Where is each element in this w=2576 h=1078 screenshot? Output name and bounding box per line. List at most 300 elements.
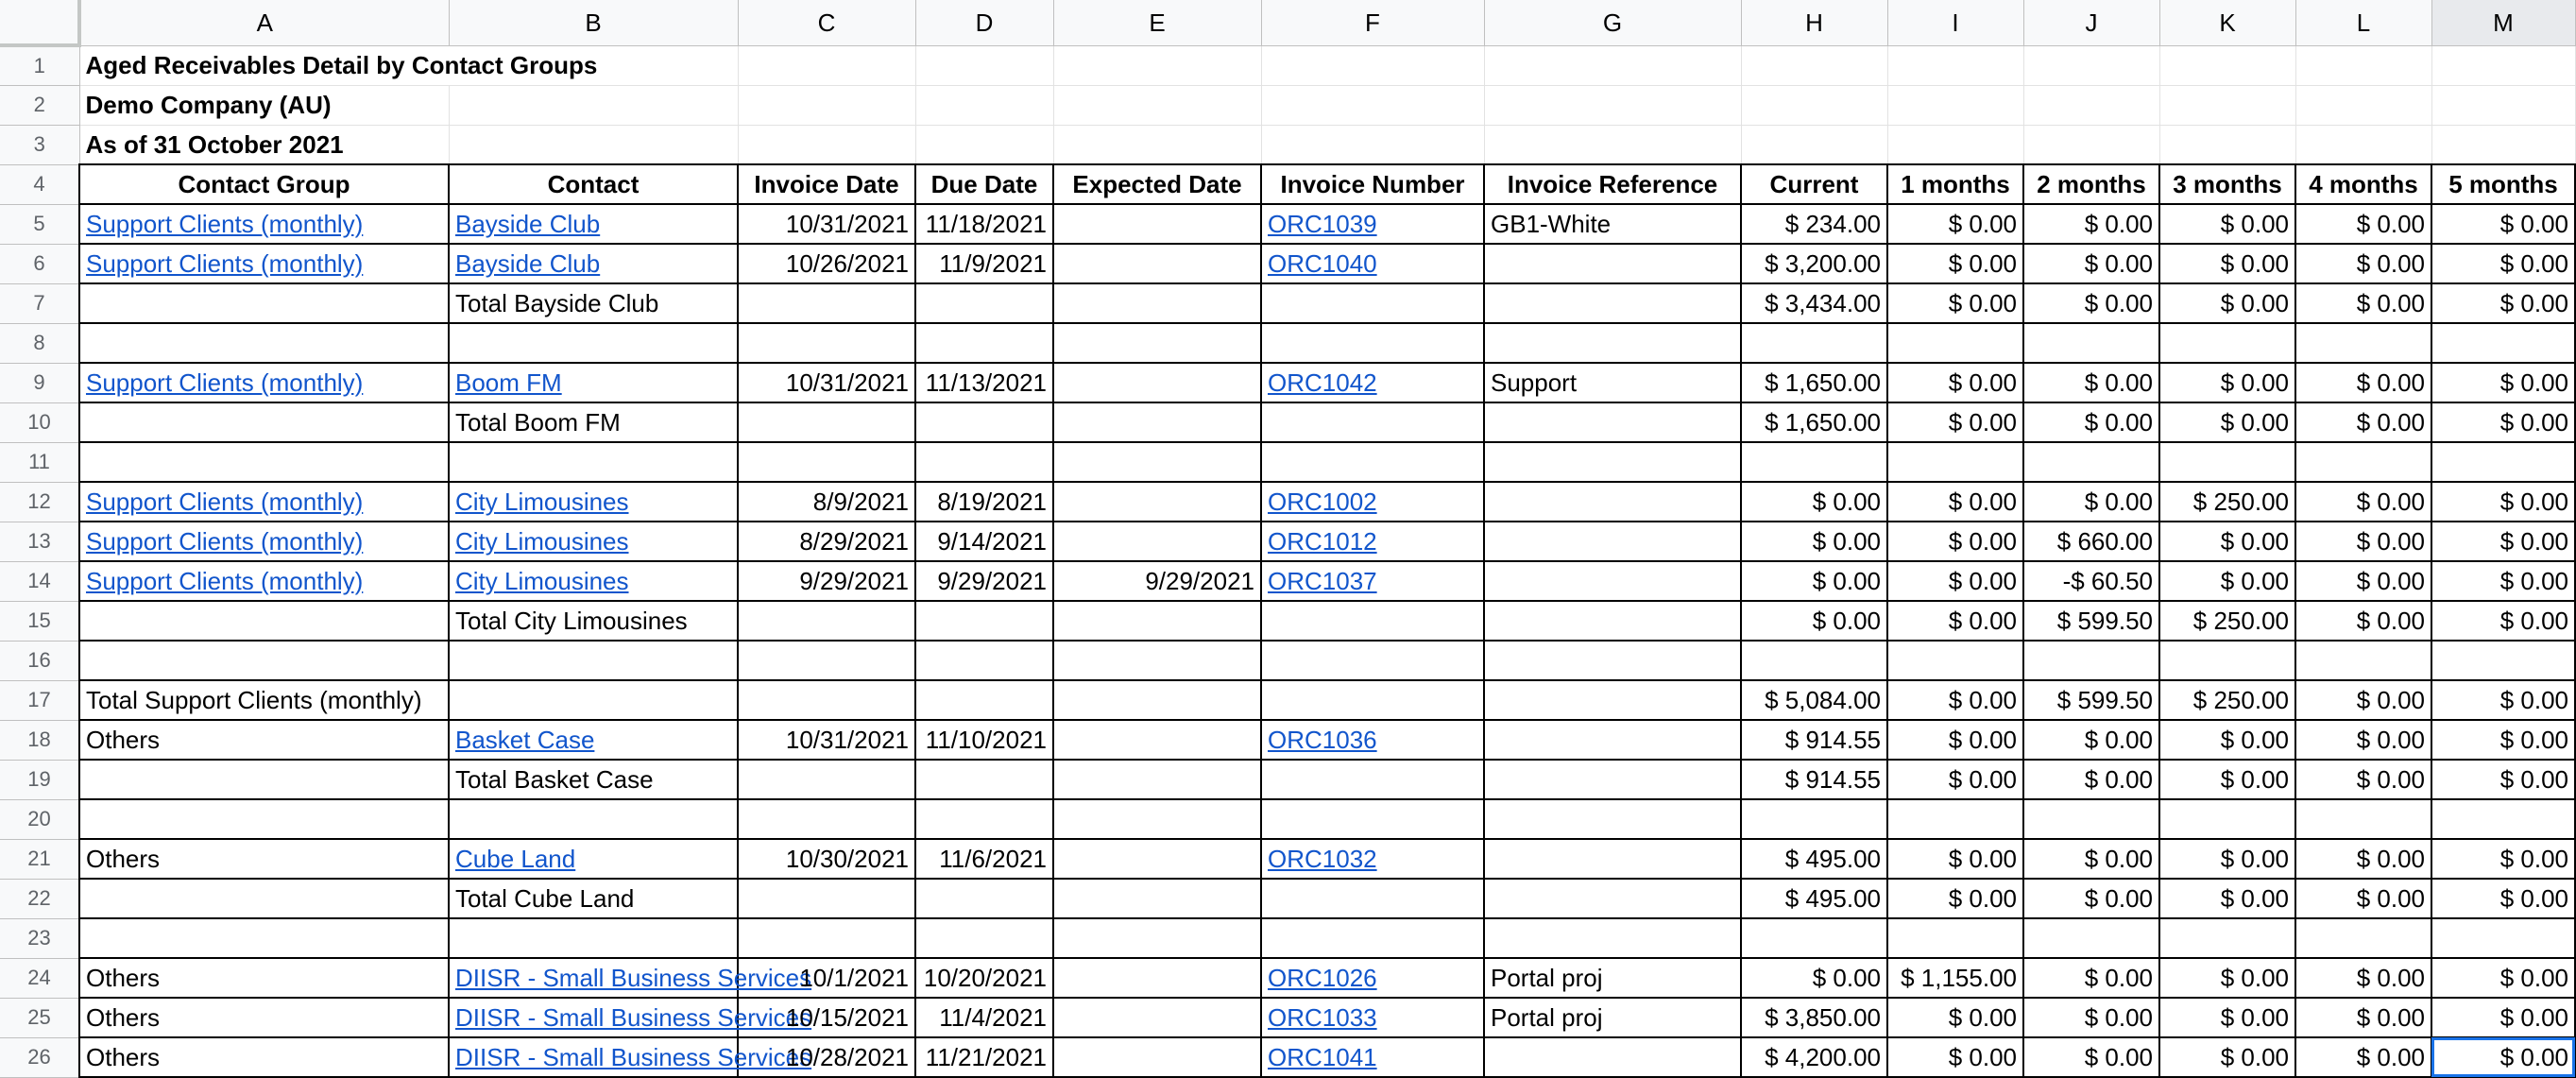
cell-g25[interactable]: Portal proj — [1484, 998, 1741, 1037]
cell-a22[interactable] — [79, 879, 449, 918]
cell-i18[interactable]: $ 0.00 — [1887, 720, 2023, 760]
cell-k5[interactable]: $ 0.00 — [2159, 204, 2295, 244]
cell-l24[interactable]: $ 0.00 — [2295, 958, 2431, 998]
cell-i6[interactable]: $ 0.00 — [1887, 244, 2023, 283]
cell-g8[interactable] — [1484, 323, 1741, 363]
cell-a19[interactable] — [79, 760, 449, 799]
cell-h16[interactable] — [1741, 641, 1887, 680]
cell-a8[interactable] — [79, 323, 449, 363]
cell[interactable] — [2431, 125, 2575, 164]
cell[interactable] — [2159, 45, 2295, 85]
cell-g15[interactable] — [1484, 601, 1741, 641]
row-header-26[interactable]: 26 — [0, 1037, 79, 1077]
cell-k15[interactable]: $ 250.00 — [2159, 601, 2295, 641]
cell-f10[interactable] — [1261, 402, 1484, 442]
row-header-11[interactable]: 11 — [0, 442, 79, 482]
row-header-12[interactable]: 12 — [0, 482, 79, 522]
column-header-m[interactable]: M — [2431, 0, 2575, 45]
cell-j10[interactable]: $ 0.00 — [2023, 402, 2159, 442]
cell-l23[interactable] — [2295, 918, 2431, 958]
cell-f14[interactable] — [1261, 561, 1484, 601]
cell-c26[interactable]: 10/28/2021 — [738, 1037, 915, 1077]
cell-c17[interactable] — [738, 680, 915, 720]
invoice-link[interactable]: ORC1041 — [1268, 1043, 1377, 1071]
cell-h25[interactable]: $ 3,850.00 — [1741, 998, 1887, 1037]
cell-c22[interactable] — [738, 879, 915, 918]
cell[interactable] — [449, 125, 738, 164]
cell-j23[interactable] — [2023, 918, 2159, 958]
invoice-link[interactable]: ORC1002 — [1268, 488, 1377, 516]
cell-l26[interactable]: $ 0.00 — [2295, 1037, 2431, 1077]
cell-d9[interactable]: 11/13/2021 — [915, 363, 1053, 402]
cell-e26[interactable] — [1053, 1037, 1261, 1077]
row-header-21[interactable]: 21 — [0, 839, 79, 879]
cell-m22[interactable]: $ 0.00 — [2431, 879, 2575, 918]
cell-h11[interactable] — [1741, 442, 1887, 482]
row-header-24[interactable]: 24 — [0, 958, 79, 998]
cell-f5[interactable] — [1261, 204, 1484, 244]
cell-d5[interactable]: 11/18/2021 — [915, 204, 1053, 244]
cell-b21[interactable] — [449, 839, 738, 879]
cell-h19[interactable]: $ 914.55 — [1741, 760, 1887, 799]
cell-a18[interactable]: Others — [79, 720, 449, 760]
cell-j16[interactable] — [2023, 641, 2159, 680]
cell-l21[interactable]: $ 0.00 — [2295, 839, 2431, 879]
cell[interactable] — [1484, 45, 1741, 85]
cell-m21[interactable]: $ 0.00 — [2431, 839, 2575, 879]
cell[interactable] — [1261, 85, 1484, 125]
contact-group-link[interactable]: Support Clients (monthly) — [86, 488, 364, 516]
row-header-7[interactable]: 7 — [0, 283, 79, 323]
cell-i20[interactable] — [1887, 799, 2023, 839]
row-header-19[interactable]: 19 — [0, 760, 79, 799]
cell-a21[interactable]: Others — [79, 839, 449, 879]
cell[interactable] — [915, 125, 1053, 164]
cell-i22[interactable]: $ 0.00 — [1887, 879, 2023, 918]
cell-l11[interactable] — [2295, 442, 2431, 482]
column-header-a[interactable]: A — [79, 0, 449, 45]
cell-k7[interactable]: $ 0.00 — [2159, 283, 2295, 323]
cell-a12[interactable] — [79, 482, 449, 522]
cell-g20[interactable] — [1484, 799, 1741, 839]
cell-h10[interactable]: $ 1,650.00 — [1741, 402, 1887, 442]
cell-e16[interactable] — [1053, 641, 1261, 680]
cell-j26[interactable]: $ 0.00 — [2023, 1037, 2159, 1077]
cell-m24[interactable]: $ 0.00 — [2431, 958, 2575, 998]
invoice-link[interactable]: ORC1012 — [1268, 527, 1377, 556]
contact-link[interactable]: City Limousines — [455, 567, 629, 595]
cell-i5[interactable]: $ 0.00 — [1887, 204, 2023, 244]
cell-c7[interactable] — [738, 283, 915, 323]
cell-e25[interactable] — [1053, 998, 1261, 1037]
cell-a15[interactable] — [79, 601, 449, 641]
cell-a5[interactable] — [79, 204, 449, 244]
cell[interactable] — [2023, 45, 2159, 85]
cell[interactable] — [2295, 85, 2431, 125]
cell[interactable] — [915, 45, 1053, 85]
cell-a26[interactable]: Others — [79, 1037, 449, 1077]
contact-group-link[interactable]: Support Clients (monthly) — [86, 210, 364, 238]
cell-g23[interactable] — [1484, 918, 1741, 958]
row-header-6[interactable]: 6 — [0, 244, 79, 283]
cell-m20[interactable] — [2431, 799, 2575, 839]
cell-d10[interactable] — [915, 402, 1053, 442]
cell-i9[interactable]: $ 0.00 — [1887, 363, 2023, 402]
row-header-1[interactable]: 1 — [0, 45, 79, 85]
cell-e15[interactable] — [1053, 601, 1261, 641]
cell-e14[interactable]: 9/29/2021 — [1053, 561, 1261, 601]
cell-e24[interactable] — [1053, 958, 1261, 998]
cell-j15[interactable]: $ 599.50 — [2023, 601, 2159, 641]
cell-d8[interactable] — [915, 323, 1053, 363]
cell-e8[interactable] — [1053, 323, 1261, 363]
cell-c13[interactable]: 8/29/2021 — [738, 522, 915, 561]
column-header-k[interactable]: K — [2159, 0, 2295, 45]
cell-l7[interactable]: $ 0.00 — [2295, 283, 2431, 323]
cell-m15[interactable]: $ 0.00 — [2431, 601, 2575, 641]
cell-k25[interactable]: $ 0.00 — [2159, 998, 2295, 1037]
row-header-23[interactable]: 23 — [0, 918, 79, 958]
cell-g26[interactable] — [1484, 1037, 1741, 1077]
cell-g9[interactable]: Support — [1484, 363, 1741, 402]
row-header-20[interactable]: 20 — [0, 799, 79, 839]
cell-j17[interactable]: $ 599.50 — [2023, 680, 2159, 720]
cell-k22[interactable]: $ 0.00 — [2159, 879, 2295, 918]
contact-link[interactable]: Basket Case — [455, 726, 595, 754]
cell-i25[interactable]: $ 0.00 — [1887, 998, 2023, 1037]
cell-j6[interactable]: $ 0.00 — [2023, 244, 2159, 283]
cell-e21[interactable] — [1053, 839, 1261, 879]
cell-d17[interactable] — [915, 680, 1053, 720]
row-header-13[interactable]: 13 — [0, 522, 79, 561]
cell-l15[interactable]: $ 0.00 — [2295, 601, 2431, 641]
contact-link[interactable]: City Limousines — [455, 488, 629, 516]
cell-k9[interactable]: $ 0.00 — [2159, 363, 2295, 402]
cell[interactable] — [2431, 85, 2575, 125]
cell-f11[interactable] — [1261, 442, 1484, 482]
cell-f24[interactable] — [1261, 958, 1484, 998]
contact-group-link[interactable]: Support Clients (monthly) — [86, 527, 364, 556]
cell-g6[interactable] — [1484, 244, 1741, 283]
cell-j12[interactable]: $ 0.00 — [2023, 482, 2159, 522]
contact-link[interactable]: City Limousines — [455, 527, 629, 556]
cell-l14[interactable]: $ 0.00 — [2295, 561, 2431, 601]
cell-c9[interactable]: 10/31/2021 — [738, 363, 915, 402]
cell-j13[interactable]: $ 660.00 — [2023, 522, 2159, 561]
cell-h22[interactable]: $ 495.00 — [1741, 879, 1887, 918]
column-header-e[interactable]: E — [1053, 0, 1261, 45]
cell-g18[interactable] — [1484, 720, 1741, 760]
cell-m6[interactable]: $ 0.00 — [2431, 244, 2575, 283]
contact-link[interactable]: Bayside Club — [455, 210, 601, 238]
cell[interactable] — [1261, 125, 1484, 164]
cell-d25[interactable]: 11/4/2021 — [915, 998, 1053, 1037]
cell-k14[interactable]: $ 0.00 — [2159, 561, 2295, 601]
cell-l10[interactable]: $ 0.00 — [2295, 402, 2431, 442]
cell[interactable] — [738, 85, 915, 125]
cell[interactable] — [1887, 45, 2023, 85]
cell-m9[interactable]: $ 0.00 — [2431, 363, 2575, 402]
cell-i15[interactable]: $ 0.00 — [1887, 601, 2023, 641]
cell-f13[interactable] — [1261, 522, 1484, 561]
cell-d16[interactable] — [915, 641, 1053, 680]
cell-k21[interactable]: $ 0.00 — [2159, 839, 2295, 879]
row-header-3[interactable]: 3 — [0, 125, 79, 164]
cell-i24[interactable]: $ 1,155.00 — [1887, 958, 2023, 998]
cell-c23[interactable] — [738, 918, 915, 958]
cell-j8[interactable] — [2023, 323, 2159, 363]
cell-g17[interactable] — [1484, 680, 1741, 720]
cell-l16[interactable] — [2295, 641, 2431, 680]
table-header-cell[interactable]: Invoice Reference — [1484, 164, 1741, 204]
cell-j14[interactable]: -$ 60.50 — [2023, 561, 2159, 601]
contact-link[interactable]: DIISR - Small Business Services — [455, 1043, 812, 1071]
cell-c11[interactable] — [738, 442, 915, 482]
cell-h5[interactable]: $ 234.00 — [1741, 204, 1887, 244]
cell-h17[interactable]: $ 5,084.00 — [1741, 680, 1887, 720]
cell-h13[interactable]: $ 0.00 — [1741, 522, 1887, 561]
cell-d21[interactable]: 11/6/2021 — [915, 839, 1053, 879]
row-header-25[interactable]: 25 — [0, 998, 79, 1037]
cell-b10[interactable]: Total Boom FM — [449, 402, 738, 442]
cell-a9[interactable] — [79, 363, 449, 402]
cell-l18[interactable]: $ 0.00 — [2295, 720, 2431, 760]
invoice-link[interactable]: ORC1026 — [1268, 964, 1377, 992]
cell-e6[interactable] — [1053, 244, 1261, 283]
cell-m13[interactable]: $ 0.00 — [2431, 522, 2575, 561]
cell-k12[interactable]: $ 250.00 — [2159, 482, 2295, 522]
cell-g5[interactable]: GB1-White — [1484, 204, 1741, 244]
cell-e22[interactable] — [1053, 879, 1261, 918]
cell-m12[interactable]: $ 0.00 — [2431, 482, 2575, 522]
cell-k18[interactable]: $ 0.00 — [2159, 720, 2295, 760]
company-name[interactable]: Demo Company (AU) — [79, 85, 449, 125]
cell-b26[interactable] — [449, 1037, 812, 1077]
invoice-link[interactable]: ORC1040 — [1268, 249, 1377, 278]
cell-j18[interactable]: $ 0.00 — [2023, 720, 2159, 760]
cell-f17[interactable] — [1261, 680, 1484, 720]
cell-d23[interactable] — [915, 918, 1053, 958]
cell-i14[interactable]: $ 0.00 — [1887, 561, 2023, 601]
cell-g24[interactable]: Portal proj — [1484, 958, 1741, 998]
cell-g12[interactable] — [1484, 482, 1741, 522]
cell-f26[interactable] — [1261, 1037, 1484, 1077]
cell-d14[interactable]: 9/29/2021 — [915, 561, 1053, 601]
cell[interactable] — [1053, 125, 1261, 164]
cell-a24[interactable]: Others — [79, 958, 449, 998]
cell[interactable] — [2159, 85, 2295, 125]
cell-g14[interactable] — [1484, 561, 1741, 601]
cell-f7[interactable] — [1261, 283, 1484, 323]
cell-k26[interactable]: $ 0.00 — [2159, 1037, 2295, 1077]
table-header-cell[interactable]: Expected Date — [1053, 164, 1261, 204]
cell-c12[interactable]: 8/9/2021 — [738, 482, 915, 522]
cell-h12[interactable]: $ 0.00 — [1741, 482, 1887, 522]
cell-h26[interactable]: $ 4,200.00 — [1741, 1037, 1887, 1077]
cell-m23[interactable] — [2431, 918, 2575, 958]
cell-d24[interactable]: 10/20/2021 — [915, 958, 1053, 998]
cell-a14[interactable] — [79, 561, 449, 601]
column-header-d[interactable]: D — [915, 0, 1053, 45]
cell-e10[interactable] — [1053, 402, 1261, 442]
cell-e20[interactable] — [1053, 799, 1261, 839]
cell-f18[interactable] — [1261, 720, 1484, 760]
cell-c10[interactable] — [738, 402, 915, 442]
cell-m18[interactable]: $ 0.00 — [2431, 720, 2575, 760]
cell-c24[interactable]: 10/1/2021 — [738, 958, 915, 998]
cell-c14[interactable]: 9/29/2021 — [738, 561, 915, 601]
cell-i13[interactable]: $ 0.00 — [1887, 522, 2023, 561]
cell-j24[interactable]: $ 0.00 — [2023, 958, 2159, 998]
cell[interactable] — [915, 85, 1053, 125]
cell-d12[interactable]: 8/19/2021 — [915, 482, 1053, 522]
row-header-15[interactable]: 15 — [0, 601, 79, 641]
cell-h9[interactable]: $ 1,650.00 — [1741, 363, 1887, 402]
cell-j7[interactable]: $ 0.00 — [2023, 283, 2159, 323]
row-header-22[interactable]: 22 — [0, 879, 79, 918]
cell-d7[interactable] — [915, 283, 1053, 323]
cell-d22[interactable] — [915, 879, 1053, 918]
cell-e13[interactable] — [1053, 522, 1261, 561]
row-header-2[interactable]: 2 — [0, 85, 79, 125]
cell-d6[interactable]: 11/9/2021 — [915, 244, 1053, 283]
cell-f12[interactable] — [1261, 482, 1484, 522]
column-header-c[interactable]: C — [738, 0, 915, 45]
cell-d15[interactable] — [915, 601, 1053, 641]
cell-h14[interactable]: $ 0.00 — [1741, 561, 1887, 601]
cell-m7[interactable]: $ 0.00 — [2431, 283, 2575, 323]
invoice-link[interactable]: ORC1039 — [1268, 210, 1377, 238]
cell[interactable] — [2023, 125, 2159, 164]
cell-i21[interactable]: $ 0.00 — [1887, 839, 2023, 879]
cell-j25[interactable]: $ 0.00 — [2023, 998, 2159, 1037]
cell[interactable] — [1053, 45, 1261, 85]
cell[interactable] — [1887, 85, 2023, 125]
cell-h6[interactable]: $ 3,200.00 — [1741, 244, 1887, 283]
cell-i17[interactable]: $ 0.00 — [1887, 680, 2023, 720]
contact-link[interactable]: Bayside Club — [455, 249, 601, 278]
cell-g11[interactable] — [1484, 442, 1741, 482]
cell-b12[interactable] — [449, 482, 738, 522]
cell-k8[interactable] — [2159, 323, 2295, 363]
cell-d19[interactable] — [915, 760, 1053, 799]
cell-l19[interactable]: $ 0.00 — [2295, 760, 2431, 799]
cell-j20[interactable] — [2023, 799, 2159, 839]
table-header-cell[interactable]: Due Date — [915, 164, 1053, 204]
cell-b13[interactable] — [449, 522, 738, 561]
cell[interactable] — [1261, 45, 1484, 85]
column-header-l[interactable]: L — [2295, 0, 2431, 45]
cell-c6[interactable]: 10/26/2021 — [738, 244, 915, 283]
cell-e5[interactable] — [1053, 204, 1261, 244]
cell-m10[interactable]: $ 0.00 — [2431, 402, 2575, 442]
cell-h21[interactable]: $ 495.00 — [1741, 839, 1887, 879]
cell-m17[interactable]: $ 0.00 — [2431, 680, 2575, 720]
cell-f15[interactable] — [1261, 601, 1484, 641]
cell-f9[interactable] — [1261, 363, 1484, 402]
cell-a6[interactable] — [79, 244, 449, 283]
cell[interactable] — [2159, 125, 2295, 164]
cell-k16[interactable] — [2159, 641, 2295, 680]
cell-b8[interactable] — [449, 323, 738, 363]
cell-k23[interactable] — [2159, 918, 2295, 958]
cell-b9[interactable] — [449, 363, 738, 402]
cell-k6[interactable]: $ 0.00 — [2159, 244, 2295, 283]
cell[interactable] — [738, 125, 915, 164]
table-header-cell[interactable]: Invoice Number — [1261, 164, 1484, 204]
column-header-j[interactable]: J — [2023, 0, 2159, 45]
cell[interactable] — [738, 45, 915, 85]
cell-l17[interactable]: $ 0.00 — [2295, 680, 2431, 720]
cell-e11[interactable] — [1053, 442, 1261, 482]
cell[interactable] — [1741, 85, 1887, 125]
cell-a20[interactable] — [79, 799, 449, 839]
row-header-5[interactable]: 5 — [0, 204, 79, 244]
cell-e23[interactable] — [1053, 918, 1261, 958]
column-header-h[interactable]: H — [1741, 0, 1887, 45]
cell-e9[interactable] — [1053, 363, 1261, 402]
contact-group-link[interactable]: Support Clients (monthly) — [86, 567, 364, 595]
invoice-link[interactable]: ORC1033 — [1268, 1003, 1377, 1032]
row-header-17[interactable]: 17 — [0, 680, 79, 720]
contact-link[interactable]: DIISR - Small Business Services — [455, 1003, 812, 1032]
cell-j22[interactable]: $ 0.00 — [2023, 879, 2159, 918]
cell[interactable] — [1741, 125, 1887, 164]
table-header-cell[interactable]: Current — [1741, 164, 1887, 204]
cell-m16[interactable] — [2431, 641, 2575, 680]
cell-i11[interactable] — [1887, 442, 2023, 482]
contact-link[interactable]: Cube Land — [455, 845, 576, 873]
cell-a16[interactable] — [79, 641, 449, 680]
cell-m14[interactable]: $ 0.00 — [2431, 561, 2575, 601]
cell-b15[interactable]: Total City Limousines — [449, 601, 738, 641]
cell-c16[interactable] — [738, 641, 915, 680]
cell-a11[interactable] — [79, 442, 449, 482]
cell-l25[interactable]: $ 0.00 — [2295, 998, 2431, 1037]
cell-k13[interactable]: $ 0.00 — [2159, 522, 2295, 561]
cell[interactable] — [1484, 85, 1741, 125]
invoice-link[interactable]: ORC1032 — [1268, 845, 1377, 873]
table-header-cell[interactable]: 5 months — [2431, 164, 2575, 204]
cell-b11[interactable] — [449, 442, 738, 482]
row-header-4[interactable]: 4 — [0, 164, 79, 204]
cell-m25[interactable]: $ 0.00 — [2431, 998, 2575, 1037]
cell-b22[interactable]: Total Cube Land — [449, 879, 738, 918]
cell-l9[interactable]: $ 0.00 — [2295, 363, 2431, 402]
cell-b14[interactable] — [449, 561, 738, 601]
cell-e18[interactable] — [1053, 720, 1261, 760]
table-header-cell[interactable]: Contact — [449, 164, 738, 204]
cell-k19[interactable]: $ 0.00 — [2159, 760, 2295, 799]
cell-f21[interactable] — [1261, 839, 1484, 879]
cell-b24[interactable] — [449, 958, 812, 998]
column-header-i[interactable]: I — [1887, 0, 2023, 45]
cell-m26[interactable]: $ 0.00 — [2431, 1037, 2575, 1077]
cell-f16[interactable] — [1261, 641, 1484, 680]
invoice-link[interactable]: ORC1036 — [1268, 726, 1377, 754]
cell-h20[interactable] — [1741, 799, 1887, 839]
cell-l13[interactable]: $ 0.00 — [2295, 522, 2431, 561]
row-header-16[interactable]: 16 — [0, 641, 79, 680]
cell-g22[interactable] — [1484, 879, 1741, 918]
cell[interactable] — [2295, 45, 2431, 85]
cell-j11[interactable] — [2023, 442, 2159, 482]
cell-i16[interactable] — [1887, 641, 2023, 680]
cell-c25[interactable]: 10/15/2021 — [738, 998, 915, 1037]
cell-g21[interactable] — [1484, 839, 1741, 879]
cell-h24[interactable]: $ 0.00 — [1741, 958, 1887, 998]
table-header-cell[interactable]: 3 months — [2159, 164, 2295, 204]
